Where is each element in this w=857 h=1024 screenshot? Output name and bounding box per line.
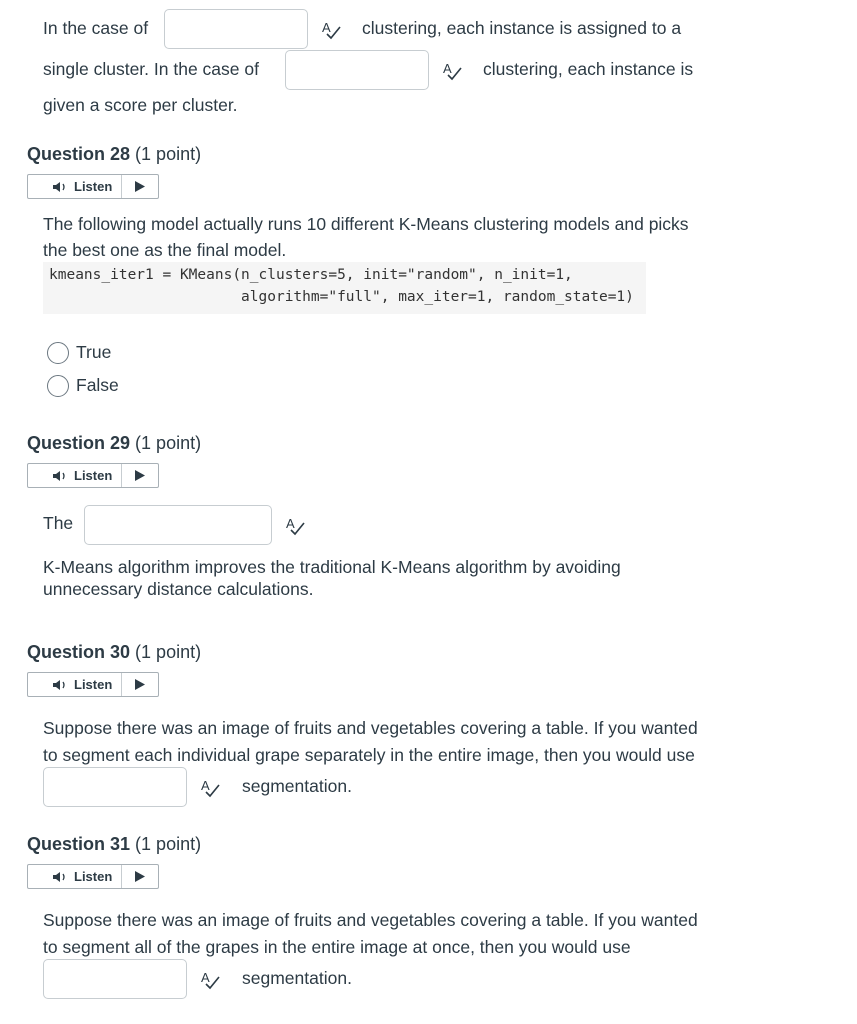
svg-text:A: A [322, 20, 331, 35]
q31-blank[interactable] [43, 959, 187, 999]
code-block [43, 262, 646, 314]
speaker-icon [52, 469, 70, 483]
q30-blank[interactable] [43, 767, 187, 807]
spellcheck-icon[interactable] [320, 18, 342, 40]
q27-line2-post: clustering, each instance is [483, 59, 694, 79]
q28-text-line2: the best one as the final model. [43, 240, 287, 260]
svg-text:A: A [201, 970, 210, 985]
listen-button[interactable] [27, 864, 159, 889]
radio-true[interactable] [47, 342, 69, 364]
q30-post: segmentation. [242, 776, 352, 796]
q29-blank[interactable] [84, 505, 272, 545]
listen-label: Listen [74, 869, 113, 884]
q27-blank-1[interactable] [164, 9, 308, 49]
q29-pre: The [43, 513, 74, 533]
question-30-title [27, 642, 201, 663]
option-false-label: False [76, 375, 119, 395]
option-true-label: True [76, 342, 112, 362]
listen-button[interactable] [27, 672, 159, 697]
q28-text-line1: The following model actually runs 10 different K-Means clustering models and picks [43, 214, 689, 234]
code-line-1: kmeans_iter1 = KMeans(n_clusters=5, init="random", n_init=1, [49, 267, 573, 283]
question-points: (1 point) [135, 642, 202, 662]
question-29-title [27, 433, 201, 454]
question-points: (1 point) [135, 144, 202, 164]
question-number: Question 30 [27, 642, 131, 662]
q30-text-line2: to segment each individual grape separately in the entire image, then you would use [43, 745, 695, 765]
listen-button[interactable] [27, 174, 159, 199]
play-icon[interactable] [122, 181, 158, 192]
q30-text-line1: Suppose there was an image of fruits and vegetables covering a table. If you wanted [43, 718, 698, 738]
svg-text:A: A [443, 61, 452, 76]
spellcheck-icon[interactable] [199, 776, 221, 798]
question-number: Question 29 [27, 433, 131, 453]
svg-text:A: A [201, 778, 210, 793]
radio-false[interactable] [47, 375, 69, 397]
question-points: (1 point) [135, 834, 202, 854]
speaker-icon [52, 870, 70, 884]
q27-blank-2[interactable] [285, 50, 429, 90]
q27-line3: given a score per cluster. [43, 95, 238, 115]
spellcheck-icon[interactable] [199, 968, 221, 990]
speaker-icon [52, 180, 70, 194]
speaker-icon [52, 678, 70, 692]
spellcheck-icon[interactable] [284, 514, 306, 536]
q29-text-line1: K-Means algorithm improves the traditional K-Means algorithm by avoiding [43, 557, 621, 577]
q27-line1-pre: In the case of [43, 18, 149, 38]
play-icon[interactable] [122, 470, 158, 481]
q31-text-line1: Suppose there was an image of fruits and vegetables covering a table. If you wanted [43, 910, 698, 930]
svg-text:A: A [286, 516, 295, 531]
play-icon[interactable] [122, 871, 158, 882]
q27-line2-pre: single cluster. In the case of [43, 59, 259, 79]
question-number: Question 28 [27, 144, 131, 164]
q31-post: segmentation. [242, 968, 352, 988]
spellcheck-icon[interactable] [441, 59, 463, 81]
question-number: Question 31 [27, 834, 131, 854]
listen-label: Listen [74, 677, 113, 692]
play-icon[interactable] [122, 679, 158, 690]
question-28-title [27, 144, 201, 165]
q27-line1-post: clustering, each instance is assigned to a [362, 18, 682, 38]
listen-label: Listen [74, 179, 113, 194]
listen-label: Listen [74, 468, 113, 483]
question-31-title [27, 834, 201, 855]
code-line-2: algorithm="full", max_iter=1, random_state=1) [49, 289, 634, 305]
question-points: (1 point) [135, 433, 202, 453]
listen-button[interactable] [27, 463, 159, 488]
q29-text-line2: unnecessary distance calculations. [43, 579, 314, 599]
q31-text-line2: to segment all of the grapes in the entire image at once, then you would use [43, 937, 631, 957]
